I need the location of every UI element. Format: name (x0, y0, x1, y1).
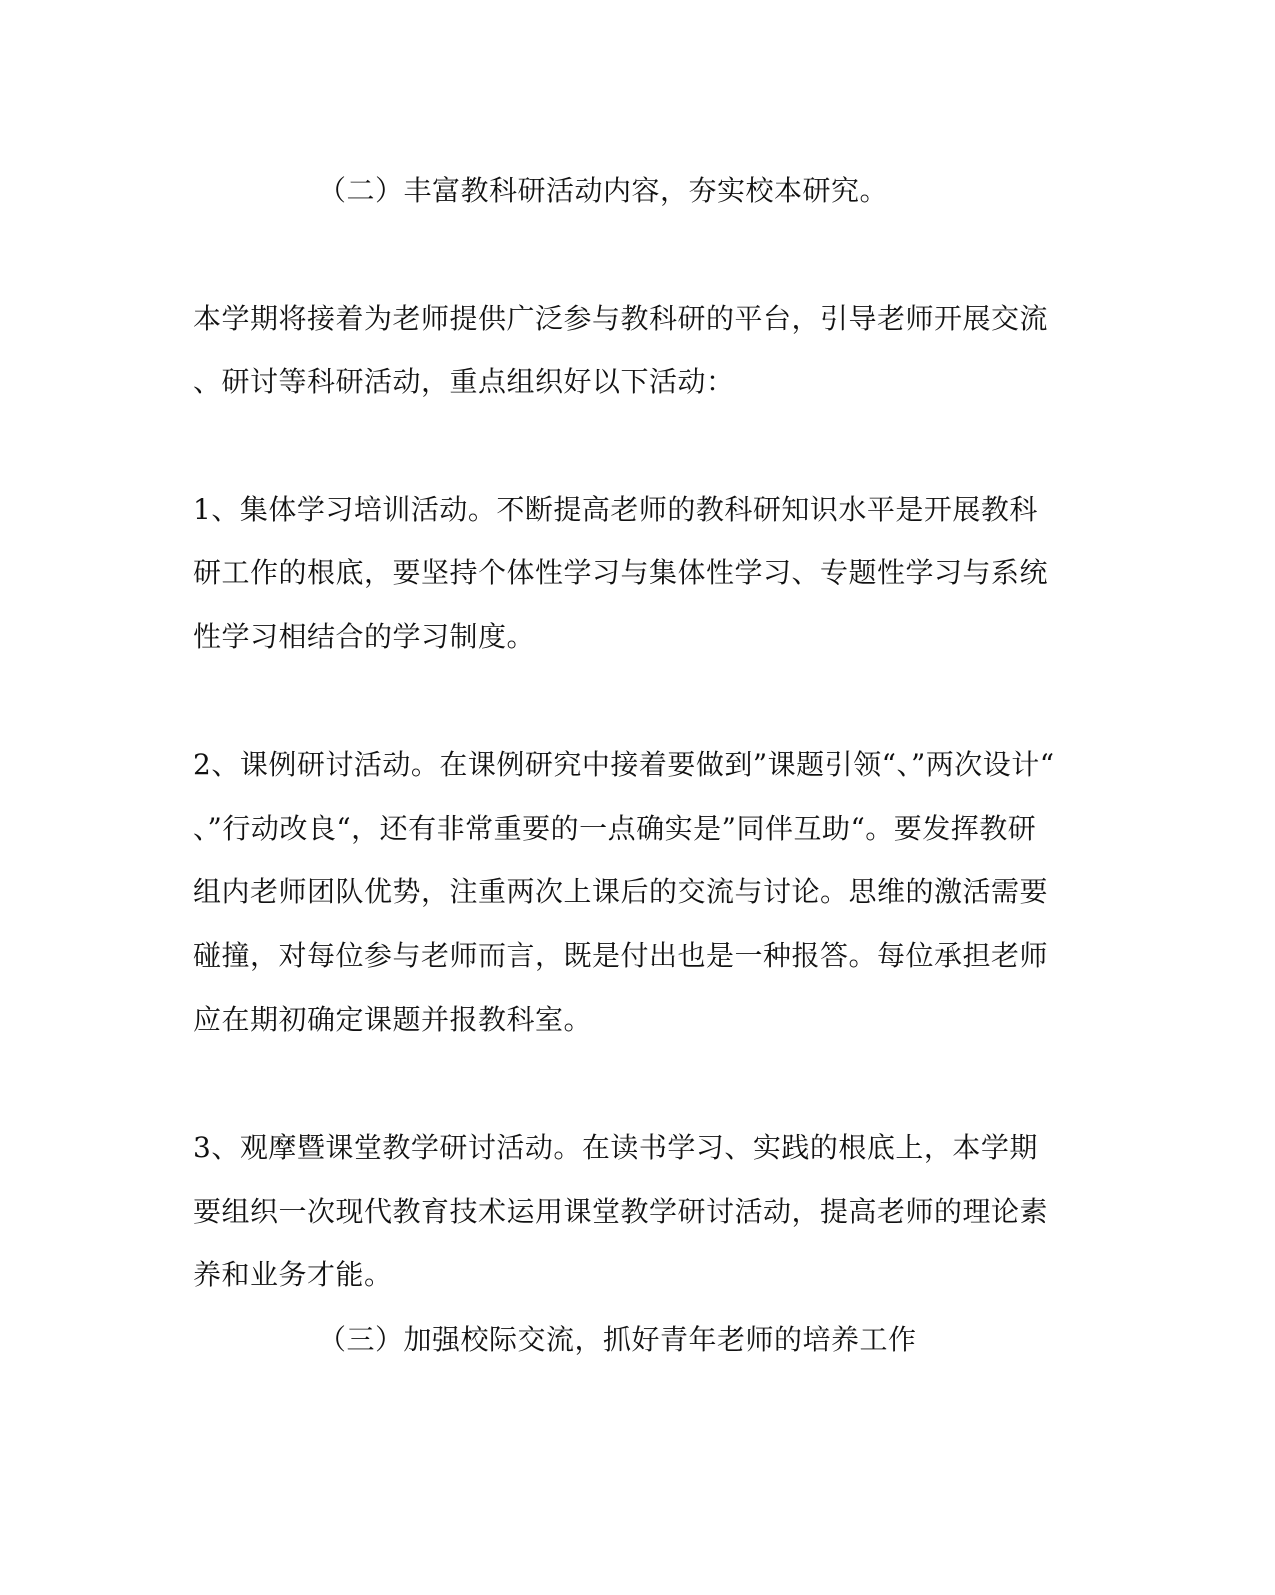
section-heading-2: （二）丰富教科研活动内容，夯实校本研究。 (318, 174, 889, 207)
paragraph-line: 3、观摩暨课堂教学研讨活动。在读书学习、实践的根底上，本学期 (193, 1131, 1038, 1164)
paragraph-line: 本学期将接着为老师提供广泛参与教科研的平台，引导老师开展交流 (193, 302, 1049, 335)
paragraph-line: 组内老师团队优势，注重两次上课后的交流与讨论。思维的激活需要 (193, 875, 1049, 908)
paragraph-line: 要组织一次现代教育技术运用课堂教学研讨活动，提高老师的理论素 (193, 1195, 1049, 1228)
paragraph-line: 性学习相结合的学习制度。 (193, 620, 536, 653)
paragraph-line: 1、集体学习培训活动。不断提高老师的教科研知识水平是开展教科 (193, 493, 1038, 526)
paragraph-line: 养和业务才能。 (193, 1258, 393, 1291)
paragraph-line: 应在期初确定课题并报教科室。 (193, 1003, 593, 1036)
paragraph-line: 、研讨等科研活动，重点组织好以下活动： (193, 365, 735, 398)
section-heading-3: （三）加强校际交流，抓好青年老师的培养工作 (318, 1323, 917, 1356)
paragraph-line: 2、课例研讨活动。在课例研究中接着要做到”课题引领“、”两次设计“ (193, 748, 1055, 781)
paragraph-line: 、”行动改良“，还有非常重要的一点确实是”同伴互助“。要发挥教研 (193, 812, 1037, 845)
paragraph-line: 研工作的根底，要坚持个体性学习与集体性学习、专题性学习与系统 (193, 556, 1049, 589)
paragraph-line: 碰撞，对每位参与老师而言，既是付出也是一种报答。每位承担老师 (193, 939, 1049, 972)
